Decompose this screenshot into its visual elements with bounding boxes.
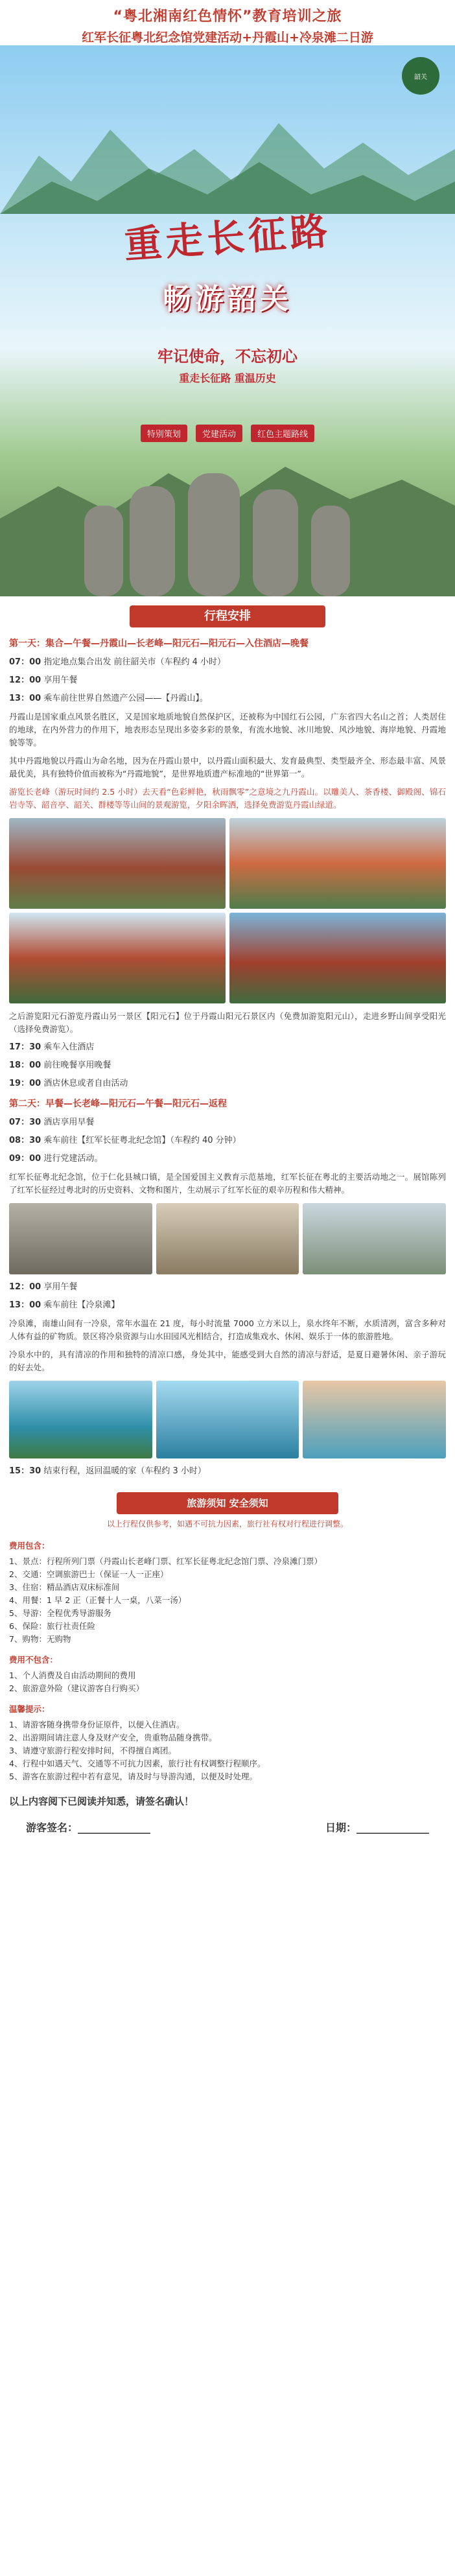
item-text: 前往晚餐享用晚餐 — [43, 1060, 111, 1070]
day1-desc: 其中丹霞地貌以丹霞山为命名地，因为在丹霞山景中，以丹霞山面积最大、发育最典型、类型最齐全、形态最丰富、风景最优美，具有独特价值而被称为“丹霞地貌”，是世界地质遗产标准地的“世界第一”。 — [9, 756, 446, 779]
warm-tips-title: 温馨提示： — [9, 1704, 50, 1714]
item-time: 13：00 — [9, 1300, 41, 1310]
fee-item: 7、购物：无购物 — [9, 1634, 71, 1644]
promo-poster — [0, 45, 455, 596]
day1-item — [0, 690, 455, 708]
item-time: 07：30 — [9, 1118, 41, 1127]
memorial-photo — [303, 1203, 446, 1274]
notes-subtitle: 以上行程仅供参考，如遇不可抗力因素，旅行社有权对行程进行调整。 — [106, 1519, 348, 1528]
item-text: 乘车前往【红军长征粤北纪念馆】（车程约 40 分钟） — [43, 1136, 241, 1145]
item-text: 乘车前往【冷泉滩】 — [43, 1300, 120, 1310]
day1-item — [0, 1038, 455, 1057]
date-label: 日期： — [325, 1821, 356, 1834]
fee-item: 3、住宿：精品酒店双床标准间 — [9, 1582, 120, 1592]
tag-party: 党建活动 — [196, 425, 242, 442]
shaoguan-logo: 韶关 — [402, 57, 439, 95]
nofee-item: 2、旅游意外险（建议游客自行购买） — [9, 1683, 144, 1693]
slogan-line-2: 重走长征路 重温历史 — [179, 372, 276, 384]
day1-item — [0, 1057, 455, 1075]
tag-red-route: 红色主题路线 — [251, 425, 314, 442]
item-time: 18：00 — [9, 1060, 41, 1070]
item-time: 17：30 — [9, 1042, 41, 1052]
danxia-photo — [229, 818, 446, 909]
item-time: 08：30 — [9, 1136, 41, 1145]
day2-desc: 冷泉滩，南雄山间有一冷泉，常年水温在 21 度，每小时流量 7000 立方米以上，泉水终年不断，水质清冽，富含多种对人体有益的矿物质。景区将冷泉资源与山水田园风光相结合，打造成集戏水、休闲、娱乐于一体的旅游胜地。 — [9, 1318, 446, 1341]
statue-scene — [0, 428, 455, 596]
item-time: 12：00 — [9, 1282, 41, 1292]
item-time: 13：00 — [9, 694, 41, 703]
tip-item: 4、行程中如遇天气、交通等不可抗力因素，旅行社有权调整行程顺序。 — [9, 1759, 266, 1768]
tag-special: 特别策划 — [141, 425, 187, 442]
item-text: 享用午餐 — [43, 1282, 78, 1292]
day2-item — [0, 1278, 455, 1296]
danxia-photo — [9, 818, 226, 909]
item-text: 酒店享用早餐 — [43, 1118, 95, 1127]
fee-item: 1、景点：行程所列门票（丹霞山长老峰门票、红军长征粤北纪念馆门票、冷泉滩门票） — [9, 1556, 322, 1566]
fee-item: 5、导游：全程优秀导游服务 — [9, 1608, 111, 1618]
page-title: “粤北湘南红色情怀”教育培训之旅 — [113, 8, 342, 25]
fee-item: 6、保险：旅行社责任险 — [9, 1621, 95, 1631]
day2-desc: 冷泉水中的，具有清凉的作用和独特的清凉口感，身处其中，能感受到大自然的清凉与舒适，是夏日避暑休闲、亲子游玩的好去处。 — [9, 1350, 446, 1372]
spring-photo — [303, 1381, 446, 1458]
day2-item — [0, 1150, 455, 1168]
signature-label: 游客签名： — [26, 1821, 78, 1834]
item-text: 享用午餐 — [43, 675, 78, 685]
memorial-photo — [9, 1203, 152, 1274]
signature-row — [0, 1810, 455, 1844]
day2-item — [0, 1462, 455, 1481]
day2-photos-memorial — [0, 1199, 455, 1278]
item-time: 09：00 — [9, 1154, 41, 1164]
section-schedule: 行程安排 — [130, 605, 325, 627]
poster-main-title: 重走长征路 — [122, 208, 333, 268]
fee-exclude-title: 费用不包含： — [9, 1655, 58, 1665]
day1-photos — [0, 814, 455, 1007]
poster-sub-title: 畅游韶关 — [163, 283, 292, 316]
day1-item — [0, 653, 455, 672]
nofee-item: 1、个人消费及自由活动期间的费用 — [9, 1670, 136, 1680]
item-time: 12：00 — [9, 675, 41, 685]
fee-item: 2、交通：空调旅游巴士（保证一人一正座） — [9, 1569, 169, 1579]
date-field[interactable]: 日期：______________ — [325, 1821, 429, 1834]
danxia-photo — [9, 913, 226, 1003]
page-header — [0, 0, 455, 45]
day2-title: 第二天：早餐—长老峰—阳元石—午餐—阳元石—返程 — [9, 1099, 227, 1109]
day2-item — [0, 1296, 455, 1315]
section-notes: 旅游须知 安全须知 — [117, 1492, 338, 1514]
day2-desc: 红军长征粤北纪念馆，位于仁化县城口镇，是全国爱国主义教育示范基地，红军长征在粤北的主要活动地之一。展馆陈列了红军长征经过粤北时的历史资料、文物和图片，生动展示了红军长征的艰辛历程和伟大精神。 — [9, 1172, 446, 1195]
confirm-text: 以上内容阅下已阅读并知悉，请签名确认！ — [9, 1796, 194, 1807]
item-text: 酒店休息或者自由活动 — [43, 1079, 128, 1088]
signature-field[interactable]: 游客签名：______________ — [26, 1821, 151, 1834]
day1-desc: 游览长老峰（游玩时间约 2.5 小时）去天看“色彩鲜艳，秋雨飘零”之意境之九丹霞山。以雕美人、茶香楼、御殿阁、锦石岩寺等、韶音亭、韶关、群楼等等山间的景观游览，夕阳余晖洒，选择免费游览丹霞山绿道。 — [9, 787, 446, 810]
day2-item — [0, 1114, 455, 1132]
tip-item: 3、请遵守旅游行程安排时间，不得擅自离团。 — [9, 1746, 176, 1755]
tip-item: 1、请游客随身携带身份证原件，以便入住酒店。 — [9, 1720, 185, 1729]
item-text: 乘车前往世界自然遗产公园——【丹霞山】。 — [43, 694, 208, 703]
spring-photo — [156, 1381, 299, 1458]
day2-photos-spring — [0, 1377, 455, 1462]
day1-desc: 之后游览阳元石游览丹霞山另一景区【阳元石】位于丹霞山阳元石景区内（免费加游览阳元山），走进乡野山间享受阳光（选择免费游览）。 — [9, 1011, 446, 1034]
fee-item: 4、用餐：1 早 2 正（正餐十人一桌，八菜一汤） — [9, 1595, 187, 1605]
item-time: 07：00 — [9, 657, 41, 667]
fee-include-title: 费用包含： — [9, 1541, 50, 1551]
day1-item — [0, 1075, 455, 1093]
warm-tips — [0, 1696, 455, 1785]
day1-desc: 丹霞山是国家重点风景名胜区，又是国家地质地貌自然保护区，还被称为中国红石公园，广东省四大名山之首；人类居住的地球，在内外营力的作用下，地表形态呈现出多姿多彩的景象，有流水地貌、冰川地貌、风沙地貌、海岸地貌、丹霞地貌等等。 — [9, 712, 446, 747]
tip-item: 2、出游期间请注意人身及财产安全，贵重物品随身携带。 — [9, 1733, 217, 1742]
poster-slogan — [0, 344, 455, 385]
tip-item: 5、游客在旅游过程中若有意见，请及时与导游沟通，以便及时处理。 — [9, 1772, 257, 1781]
fee-include — [0, 1533, 455, 1647]
day1-title: 第一天：集合—午餐—丹霞山—长老峰—阳元石—阳元石—入住酒店—晚餐 — [9, 638, 309, 649]
danxia-photo — [229, 913, 446, 1003]
item-text: 乘车入住酒店 — [43, 1042, 95, 1052]
item-time: 19：00 — [9, 1079, 41, 1088]
fee-exclude — [0, 1647, 455, 1696]
page-subtitle: 红军长征粤北纪念馆党建活动+丹霞山+冷泉滩二日游 — [82, 30, 373, 45]
spring-photo — [9, 1381, 152, 1458]
memorial-photo — [156, 1203, 299, 1274]
item-text: 进行党建活动。 — [43, 1154, 103, 1164]
item-time: 15：30 — [9, 1466, 41, 1476]
day1-item — [0, 672, 455, 690]
day2-item — [0, 1132, 455, 1150]
item-text: 指定地点集合出发 前往韶关市（车程约 4 小时） — [43, 657, 226, 667]
item-text: 结束行程，返回温暖的家（车程约 3 小时） — [43, 1466, 206, 1476]
slogan-line-1: 牢记使命，不忘初心 — [158, 347, 298, 366]
